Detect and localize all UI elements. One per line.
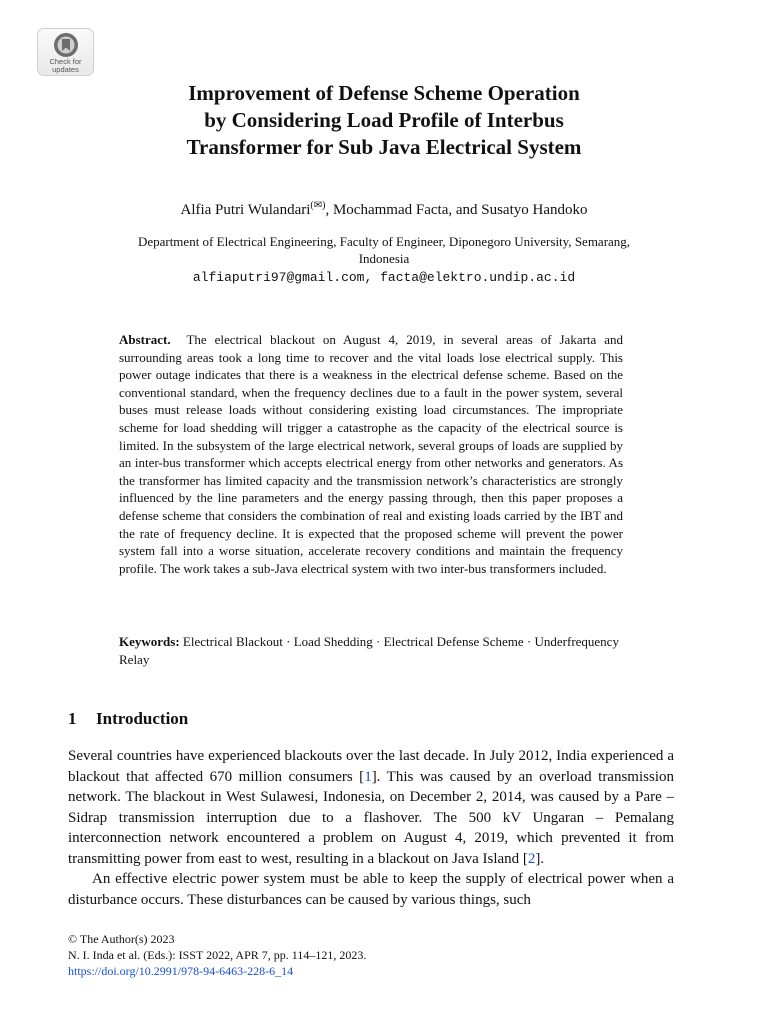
citation-link-1[interactable]: 1 bbox=[364, 768, 372, 785]
page-footer bbox=[68, 931, 688, 979]
affiliation bbox=[0, 233, 768, 267]
affiliation-line-2: Indonesia bbox=[358, 251, 410, 266]
keywords-text: Electrical Blackout · Load Shedding · Electrical Defense Scheme · Underfrequency Relay bbox=[119, 634, 619, 667]
copyright-line: © The Author(s) 2023 bbox=[68, 932, 175, 946]
abstract bbox=[119, 331, 623, 577]
section-heading bbox=[68, 709, 668, 729]
paragraph-2: An effective electric power system must be able to keep the supply of electrical power when a disturbance occurs. These disturbances can be caused by various things, such bbox=[68, 871, 674, 908]
title-line-1: Improvement of Defense Scheme Operation bbox=[188, 81, 580, 105]
author-emails[interactable]: alfiaputri97@gmail.com, facta@elektro.undip.ac.id bbox=[192, 270, 576, 285]
citation-link-2[interactable]: 2 bbox=[527, 850, 536, 867]
section-number: 1 bbox=[68, 709, 77, 728]
author-rest: , Mochammad Facta, and Susatyo Handoko bbox=[325, 202, 588, 218]
paragraph-1-text-b: ]. This was caused by an overload transmission network. The blackout in West Sulawesi, Indonesia, on December 2, 2014, was caused by a Pare – Sidrap transmission interruption due to a flashover. The 500 kV Ungaran – Pemalang interconnection network encountered a problem on August 4, 2019, which prevented it from transmitting power from east to west, resulting in a blackout on Java Island [ bbox=[68, 768, 674, 867]
badge-label-2: updates bbox=[52, 65, 79, 74]
author-first: Alfia Putri Wulandari bbox=[180, 202, 311, 218]
affiliation-line-1: Department of Electrical Engineering, Faculty of Engineer, Diponegoro University, Semarang, bbox=[137, 234, 631, 249]
keywords-label: Keywords: bbox=[119, 634, 180, 649]
paragraph-1-text-c: ]. bbox=[535, 850, 545, 867]
check-for-updates-badge[interactable] bbox=[37, 28, 94, 76]
paragraph-1-text-a: Several countries have experienced blackouts over the last decade. In July 2012, India experienced a blackout that affected 670 million consumers [ bbox=[68, 748, 674, 785]
section-title: Introduction bbox=[96, 709, 189, 728]
keywords bbox=[119, 633, 623, 668]
doi-link[interactable]: https://doi.org/10.2991/978-94-6463-228-6_14 bbox=[68, 964, 294, 978]
author-list bbox=[0, 200, 768, 219]
title-line-2: by Considering Load Profile of Interbus bbox=[204, 108, 564, 132]
badge-label-1: Check for bbox=[49, 57, 82, 66]
paper-title bbox=[0, 80, 768, 161]
abstract-text: The electrical blackout on August 4, 2019, in several areas of Jakarta and surrounding areas took a long time to recover and the vital loads lose electrical supply. This power outage indicates that there is a weakness in the electrical defense scheme. Based on the conventional standard, when the frequency declines due to a fault in the power system, several buses must release loads without considering existing load circumstances. The impropriate scheme for load shedding will trigger a catastrophe as the capacity of the electrical source is limited. In the subsystem of the large electrical network, several groups of loads are supplied by an inter-bus transformer which accepts electrical energy from other networks and generators. As the transformer has limited capacity and the transmission network’s characteristics are strongly influenced by the line parameters and the energy passing through, then this paper proposes a defense scheme that considers the combination of real and existing loads carried by the IBT and the rate of frequency decline. It is expected that the proposed scheme will prevent the power system fall into a worse situation, accelerate recovery conditions and maintain the frequency profile. The work takes a sub-Java electrical system with two inter-bus transformers included. bbox=[119, 332, 623, 576]
corresponding-mail-icon[interactable]: (✉) bbox=[310, 200, 326, 211]
paragraph-1 bbox=[68, 746, 674, 869]
introduction-body bbox=[68, 746, 674, 910]
bookmark-ribbon-icon bbox=[53, 32, 79, 58]
abstract-label: Abstract. bbox=[119, 332, 171, 347]
citation-line: N. I. Inda et al. (Eds.): ISST 2022, APR 7, pp. 114–121, 2023. bbox=[68, 948, 367, 962]
title-line-3: Transformer for Sub Java Electrical System bbox=[186, 135, 582, 159]
